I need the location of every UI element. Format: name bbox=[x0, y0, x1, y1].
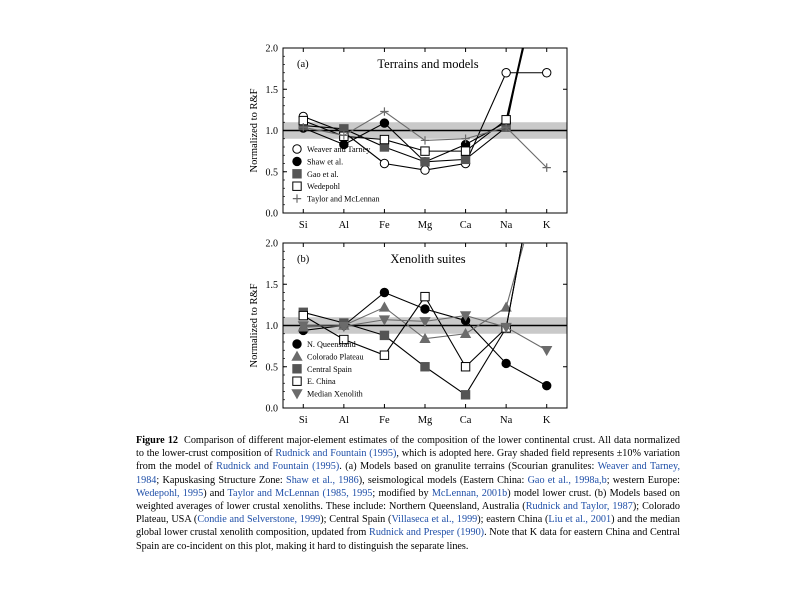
y-tick-label: 0.0 bbox=[265, 208, 278, 220]
figure-caption bbox=[136, 434, 680, 553]
caption-text: ) model lower crust. (b) Models based on weighted averages of lower crustal xenoliths. These include: Northern Queensland, Australia ( bbox=[136, 487, 680, 513]
data-point bbox=[461, 391, 469, 399]
legend-marker bbox=[292, 352, 302, 361]
data-point bbox=[380, 288, 388, 296]
legend-marker bbox=[292, 390, 302, 399]
x-tick-label: Mg bbox=[417, 415, 433, 426]
caption-reference-link[interactable]: Taylor and McLennan (1985, 1995 bbox=[227, 487, 373, 499]
x-tick-label: K bbox=[542, 220, 551, 231]
x-tick-label: Si bbox=[298, 220, 308, 231]
data-point bbox=[380, 331, 388, 339]
caption-text: , which is adopted here. Gray shaded field represents ±10% variation from the model of bbox=[136, 448, 680, 473]
caption-text: ); Central Spain ( bbox=[320, 514, 392, 526]
caption-text: ; western Europe: bbox=[606, 474, 681, 486]
panel-title: Terrains and models bbox=[377, 57, 479, 71]
legend-label: Median Xenolith bbox=[307, 389, 363, 399]
data-point bbox=[299, 311, 307, 319]
caption-reference-link[interactable]: Rudnick and Fountain (1995) bbox=[216, 461, 340, 473]
figure-label: Figure 12 bbox=[136, 435, 179, 446]
data-point bbox=[380, 303, 390, 312]
x-tick-label: Na bbox=[500, 220, 513, 231]
y-axis-label: Normalized to R&F bbox=[249, 88, 260, 173]
caption-text: ); eastern China ( bbox=[477, 514, 549, 526]
caption-text: . Note that K data for eastern China and Central Spain are co-incident on this plot, making it hard to distinguish the separate lines. bbox=[136, 527, 680, 552]
x-tick-label: Na bbox=[500, 415, 513, 426]
data-point bbox=[380, 351, 388, 359]
x-tick-label: K bbox=[542, 415, 551, 426]
legend-label: Gao et al. bbox=[307, 169, 339, 179]
x-tick-label: Fe bbox=[379, 415, 390, 426]
legend-label: Colorado Plateau bbox=[307, 352, 364, 362]
caption-text: ; modified by bbox=[372, 487, 432, 499]
x-tick-label: Al bbox=[338, 415, 350, 426]
legend-marker bbox=[293, 194, 301, 202]
legend-label: N. Queensland bbox=[307, 340, 356, 349]
data-point bbox=[421, 158, 429, 166]
caption-reference-link[interactable]: Condie and Selverstone, 1999 bbox=[197, 514, 321, 526]
legend-label: Wedepohl bbox=[307, 182, 340, 192]
caption-text: ) and bbox=[203, 487, 228, 499]
caption-reference-link[interactable]: Rudnick and Fountain (1995) bbox=[275, 448, 397, 460]
caption-reference-link[interactable]: Rudnick and Presper (1990) bbox=[369, 527, 485, 539]
y-tick-label: 2.0 bbox=[265, 238, 278, 250]
caption-reference-link[interactable]: Shaw et al., 1986 bbox=[286, 474, 359, 486]
data-point bbox=[461, 363, 469, 371]
data-point bbox=[421, 363, 429, 371]
y-tick-label: 0.0 bbox=[265, 403, 278, 415]
legend-marker bbox=[293, 145, 301, 153]
panel-title: Xenolith suites bbox=[390, 252, 466, 266]
caption-reference-link[interactable]: Gao et al., 1998a,b bbox=[527, 474, 607, 486]
data-point bbox=[461, 147, 469, 155]
panel-label: (b) bbox=[297, 254, 310, 265]
legend-marker bbox=[293, 170, 301, 178]
y-tick-label: 0.5 bbox=[265, 167, 278, 179]
legend-marker bbox=[293, 377, 301, 385]
caption-text: ) and the median global lower crustal xenolith composition, updated from bbox=[136, 514, 680, 539]
y-tick-label: 1.0 bbox=[265, 126, 278, 137]
y-tick-label: 1.0 bbox=[265, 321, 278, 332]
caption-reference-link[interactable]: Villaseca et al., 1999 bbox=[391, 514, 478, 526]
panel-label: (a) bbox=[297, 59, 309, 70]
legend-label: Weaver and Tarney bbox=[307, 145, 371, 154]
caption-reference-link[interactable]: McLennan, 2001b bbox=[431, 487, 508, 499]
x-tick-label: Si bbox=[298, 415, 308, 426]
caption-text: ), seismological models (Eastern China: bbox=[358, 474, 528, 486]
y-tick-label: 1.5 bbox=[265, 279, 278, 291]
legend bbox=[293, 145, 380, 204]
legend-label: E. China bbox=[307, 377, 336, 387]
chart-panel-a bbox=[249, 0, 567, 231]
caption-text: . (a) Models based on granulite terrains (Scourian granulites: bbox=[339, 461, 598, 473]
y-axis-label: Normalized to R&F bbox=[249, 283, 260, 368]
caption-reference-link[interactable]: Weaver and Tarney, 1984 bbox=[136, 461, 680, 486]
data-point bbox=[421, 166, 429, 174]
x-tick-label: Al bbox=[338, 220, 350, 231]
data-point bbox=[421, 305, 429, 313]
caption-reference-link[interactable]: Wedepohl, 1995 bbox=[136, 487, 204, 499]
legend-marker bbox=[293, 365, 301, 373]
data-point bbox=[421, 147, 429, 155]
caption-text: Comparison of different major-element estimates of the composition of the lower continental crust. All data normalized to the lower-crust composition of bbox=[136, 435, 680, 460]
legend-marker bbox=[293, 157, 301, 165]
data-point bbox=[543, 69, 551, 77]
legend-label: Shaw et al. bbox=[307, 157, 344, 167]
x-tick-label: Fe bbox=[379, 220, 390, 231]
y-tick-label: 0.5 bbox=[265, 362, 278, 374]
data-point bbox=[461, 155, 469, 163]
x-tick-label: Ca bbox=[459, 415, 472, 426]
data-point bbox=[380, 159, 388, 167]
data-point bbox=[380, 107, 388, 115]
y-tick-label: 1.5 bbox=[265, 84, 278, 96]
data-point bbox=[502, 359, 510, 367]
x-tick-label: Mg bbox=[417, 220, 433, 231]
caption-reference-link[interactable]: Liu et al., 2001 bbox=[548, 514, 612, 526]
data-point bbox=[543, 382, 551, 390]
caption-text: ; Kapuskasing Structure Zone: bbox=[156, 474, 287, 486]
caption-body bbox=[136, 435, 680, 552]
caption-reference-link[interactable]: Rudnick and Taylor, 1987 bbox=[525, 501, 633, 513]
legend-label: Central Spain bbox=[307, 364, 352, 374]
x-tick-label: Ca bbox=[459, 220, 472, 231]
legend-marker bbox=[293, 340, 301, 348]
legend-marker bbox=[293, 182, 301, 190]
data-point bbox=[542, 346, 552, 355]
legend-label: Taylor and McLennan bbox=[307, 194, 380, 204]
data-point bbox=[380, 119, 388, 127]
legend bbox=[292, 340, 363, 399]
data-point bbox=[502, 69, 510, 77]
data-point bbox=[380, 135, 388, 143]
caption-text: ); Colorado Plateau, USA ( bbox=[136, 501, 680, 526]
data-point bbox=[502, 116, 510, 124]
data-point bbox=[421, 292, 429, 300]
y-tick-label: 2.0 bbox=[265, 43, 278, 55]
